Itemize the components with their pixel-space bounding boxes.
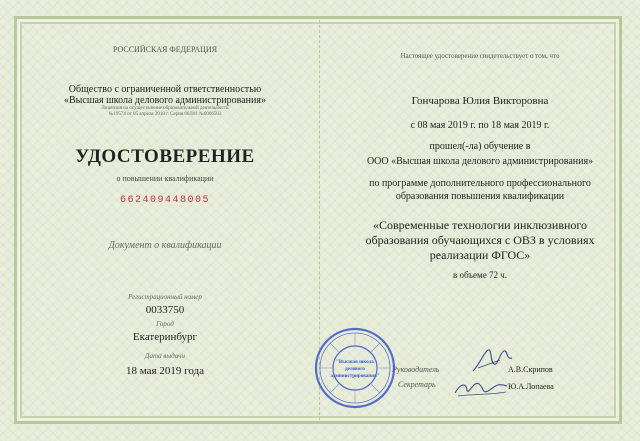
course-title-line-3: реализации ФГОС» bbox=[429, 248, 531, 262]
city-value: Екатеринбург bbox=[132, 331, 198, 343]
secretary-signature-icon bbox=[452, 376, 510, 400]
license-line-1: Лицензия на осуществление образовательной деятельности bbox=[101, 106, 229, 111]
certificate-number: 662409448005 bbox=[119, 195, 210, 206]
issue-date-value: 18 мая 2019 года bbox=[126, 365, 204, 377]
study-period: с 08 мая 2019 г. по 18 мая 2019 г. bbox=[410, 120, 550, 131]
course-volume: в объеме 72 ч. bbox=[453, 270, 507, 280]
city-label: Город bbox=[156, 320, 174, 328]
course-title-line-1: «Современные технологии инклюзивного bbox=[372, 218, 588, 232]
document-type: Документ о квалификации bbox=[108, 240, 222, 251]
program-line-1: по программе дополнительного профессионального bbox=[369, 178, 591, 189]
document-title: УДОСТОВЕРЕНИЕ bbox=[75, 146, 255, 167]
program-line-2: образования повышения квалификации bbox=[395, 191, 565, 202]
secretary-name: Ю.А.Лопаева bbox=[508, 382, 554, 391]
studied-text: прошел(-ла) обучение в bbox=[429, 141, 531, 152]
course-title-line-2: образования обучающихся с ОВЗ в условиях bbox=[365, 233, 595, 247]
school-name: ООО «Высшая школа делового администрирования» bbox=[366, 156, 594, 167]
country-label: РОССИЙСКАЯ ФЕДЕРАЦИЯ bbox=[112, 45, 218, 54]
head-label: Руководитель bbox=[392, 365, 440, 374]
seal-line-1: "Высшая школа bbox=[336, 360, 374, 365]
organization-line-2: «Высшая школа делового администрирования» bbox=[64, 95, 266, 106]
organization-seal-icon bbox=[313, 326, 397, 410]
seal-line-3: администрирования" bbox=[330, 374, 380, 379]
license-line-2: №19574 от 05 апреля 2018 г. Серия 66Л01 №0006503 bbox=[108, 112, 222, 117]
seal-line-2: делового bbox=[345, 367, 365, 372]
issue-date-label: Дата выдачи bbox=[145, 352, 185, 360]
organization-line-1: Общество с ограниченной ответственностью bbox=[68, 84, 262, 95]
certifies-text: Настоящее удостоверение свидетельствует о том, что bbox=[400, 52, 560, 60]
document-subtitle: о повышении квалификации bbox=[116, 174, 214, 183]
registration-label: Регистрационный номер bbox=[128, 293, 202, 301]
holder-name: Гончарова Юлия Викторовна bbox=[411, 95, 549, 107]
head-name: А.В.Скрипов bbox=[508, 365, 553, 374]
registration-number: 0033750 bbox=[145, 304, 185, 316]
secretary-label: Секретарь bbox=[398, 380, 436, 389]
head-signature-icon bbox=[470, 346, 515, 376]
